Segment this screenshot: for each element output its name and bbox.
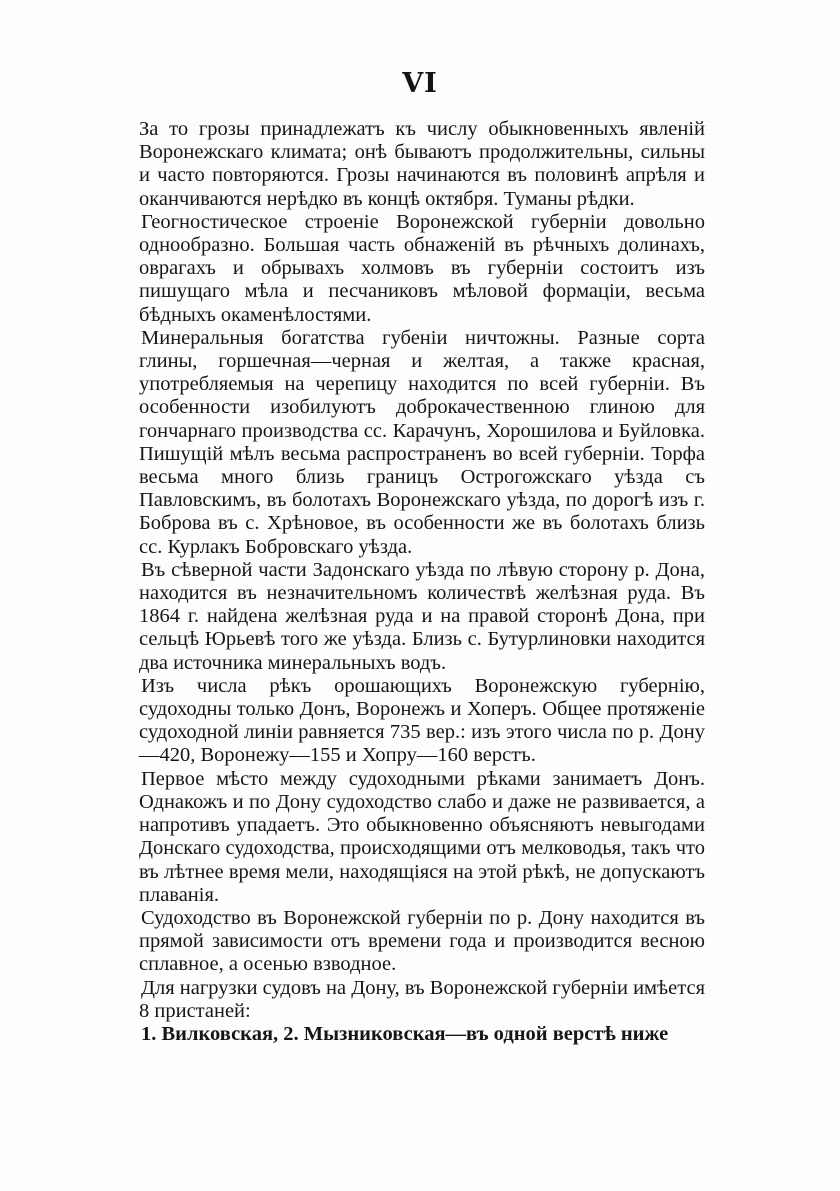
page-number: VI	[402, 68, 438, 99]
paragraph-don-navigation: Первое мѣсто между судоходными рѣками занимаетъ Донъ. Однакожъ и по Дону судоходство слабо и даже не развивается, а напротивъ упадаетъ. Это обыкновенно объясняютъ невыгодами Донскаго судоходства, происходящими отъ мелководья, такъ что въ лѣтнее время мели, находящіяся на этой рѣкѣ, не допускаютъ плаванія.	[139, 767, 705, 906]
paragraph-minerals: Минеральныя богатства губеніи ничтожны. Разные сорта глины, горшечная—черная и желтая, а также красная, употребляемыя на черепицу находится по всей губерніи. Въ особенности изобилуютъ доброкачественною глиною для гончарнаго производства сс. Карачунъ, Хорошилова и Буйловка. Пишущій мѣлъ весьма распространенъ во всей губерніи. Торфа весьма много близь границъ Острогожскаго уѣзда съ Павловскимъ, въ болотахъ Воронежскаго уѣзда, по дорогѣ изъ г. Боброва въ с. Хрѣновое, въ особенности же въ болотахъ близь сс. Курлакъ Бобровскаго уѣзда.	[139, 326, 705, 558]
body-text	[139, 118, 705, 1046]
paragraph-geology: Геогностическое строеніе Воронежской губерніи довольно однообразно. Большая часть обнаженій въ рѣчныхъ долинахъ, оврагахъ и обрывахъ холмовъ въ губерніи состоитъ изъ пишущаго мѣла и песчаниковъ мѣловой формаціи, весьма бѣдныхъ окаменѣлостями.	[139, 210, 705, 326]
paragraph-wharves: Для нагрузки судовъ на Дону, въ Воронежской губерніи имѣется 8 пристаней:	[139, 976, 705, 1022]
paragraph-rivers: Изъ числа рѣкъ орошающихъ Воронежскую губернію, судоходны только Донъ, Воронежъ и Хоперъ. Общее протяженіе судоходной линіи равняется 735 вер.: изъ этого числа по р. Дону—420, Воронежу—155 и Хопру—160 верстъ.	[139, 674, 705, 767]
paragraph-seasonal-navigation: Судоходство въ Воронежской губерніи по р. Дону находится въ прямой зависимости отъ времени года и производится весною сплавное, а осенью взводное.	[139, 906, 705, 976]
paragraph-iron-ore: Въ сѣверной части Задонскаго уѣзда по лѣвую сторону р. Дона, находится въ незначительномъ количествѣ желѣзная руда. Въ 1864 г. найдена желѣзная руда и на правой сторонѣ Дона, при сельцѣ Юрьевѣ того же уѣзда. Близь с. Бутурлиновки находится два источника минеральныхъ водъ.	[139, 558, 705, 674]
paragraph-wharves-list: 1. Вилковская, 2. Мызниковская—въ одной верстѣ ниже	[141, 1022, 669, 1045]
paragraph-thunderstorms: За то грозы принадлежатъ къ числу обыкновенныхъ явленій Воронежскаго климата; онѣ бываютъ продолжительны, сильны и часто повторяются. Грозы начинаются въ половинѣ апрѣля и оканчиваются нерѣдко въ концѣ октября. Туманы рѣдки.	[139, 118, 705, 210]
